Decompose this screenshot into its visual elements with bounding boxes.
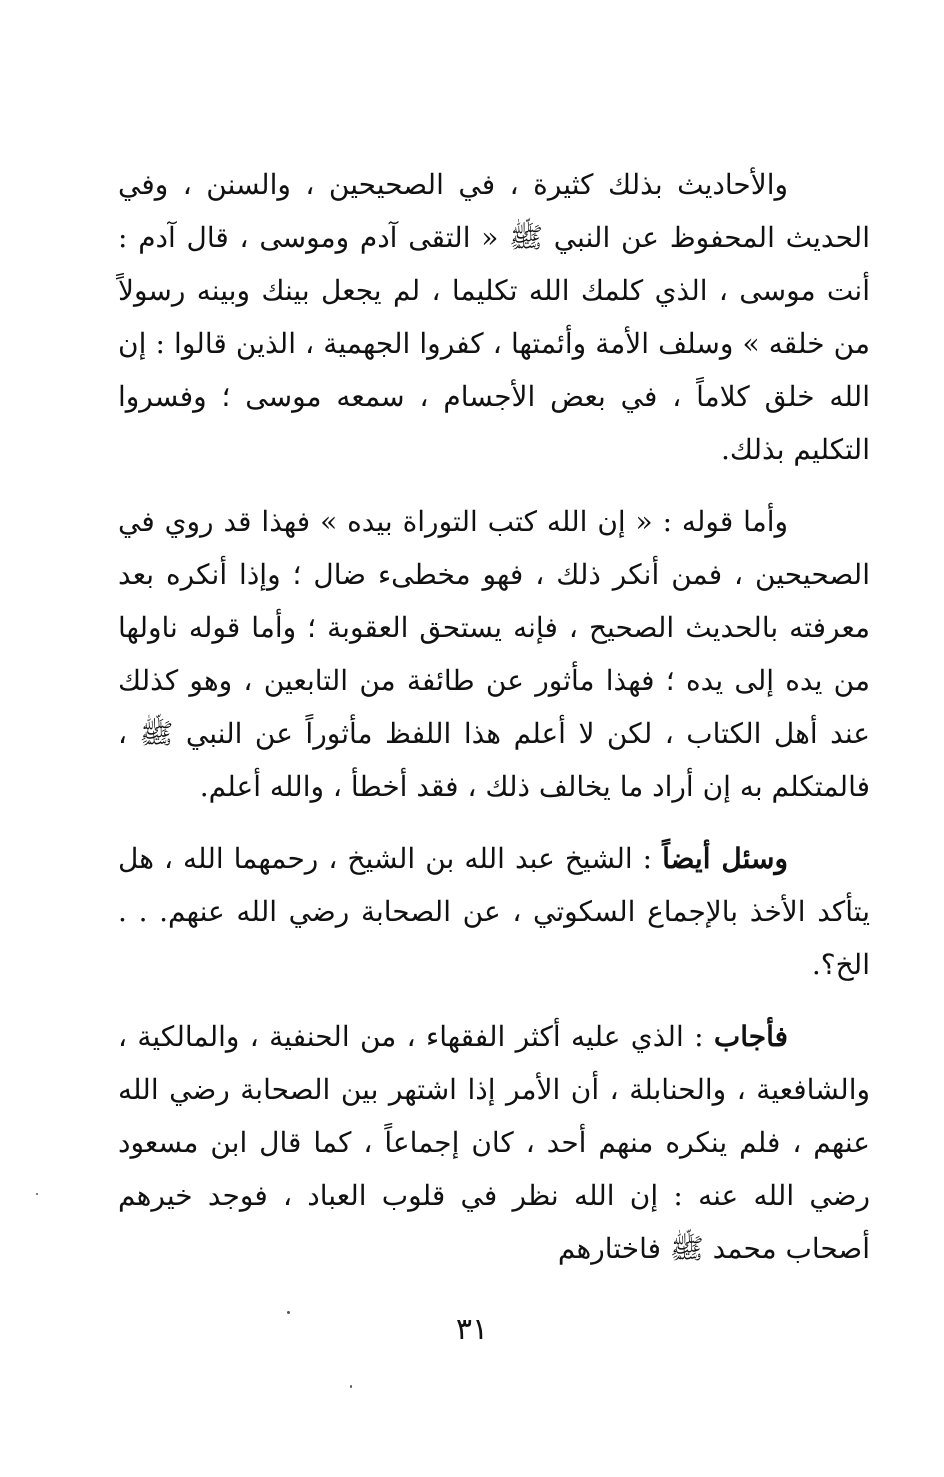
paragraph-2 — [118, 495, 870, 813]
scan-speck — [36, 1193, 38, 1195]
paragraph-2-text: وأما قوله : « إن الله كتب التوراة بيده » فهذا قد روي في الصحيحين ، فمن أنكر ذلك ، فهو مخطىء ضال ؛ وإذا أنكره بعد معرفته بالحديث الصحيح ، فإنه يستحق العقوبة ؛ وأما قوله ناولها من يده إلى يده ؛ فهذا مأثور عن طائفة من التابعين ، وهو كذلك عند أهل الكتاب ، لكن لا أعلم هذا اللفظ مأثوراً عن النبي ﷺ ، فالمتكلم به إن أراد ما يخالف ذلك ، فقد أخطأ ، والله أعلم. — [118, 505, 870, 803]
scan-speck — [350, 1385, 352, 1388]
page-body — [118, 158, 870, 1275]
paragraph-4 — [118, 1010, 870, 1275]
scan-speck — [287, 1311, 290, 1314]
page-number: ٣١ — [455, 1312, 489, 1347]
paragraph-3-text: : الشيخ عبد الله بن الشيخ ، رحمهما الله ، هل يتأكد الأخذ بالإجماع السكوتي ، عن الصحابة رضي الله عنهم. . . الخ؟. — [118, 842, 870, 981]
paragraph-1 — [118, 158, 870, 476]
paragraph-1-text: والأحاديث بذلك كثيرة ، في الصحيحين ، والسنن ، وفي الحديث المحفوظ عن النبي ﷺ « التقى آدم وموسى ، قال آدم : أنت موسى ، الذي كلمك الله تكليما ، لم يجعل بينك وبينه رسولاً من خلقه » وسلف الأمة وأئمتها ، كفروا الجهمية ، الذين قالوا : إن الله خلق كلاماً ، في بعض الأجسام ، سمعه موسى ؛ وفسروا التكليم بذلك. — [118, 168, 870, 466]
paragraph-4-lead: فأجاب — [713, 1020, 788, 1053]
paragraph-4-text: : الذي عليه أكثر الفقهاء ، من الحنفية ، والمالكية ، والشافعية ، والحنابلة ، أن الأمر إذا اشتهر بين الصحابة رضي الله عنهم ، فلم ينكره منهم أحد ، كان إجماعاً ، كما قال ابن مسعود رضي الله عنه : إن الله نظر في قلوب العباد ، فوجد خيرهم أصحاب محمد ﷺ فاختارهم — [118, 1020, 870, 1265]
paragraph-3 — [118, 832, 870, 991]
paragraph-3-lead: وسئل أيضاً — [662, 842, 788, 875]
